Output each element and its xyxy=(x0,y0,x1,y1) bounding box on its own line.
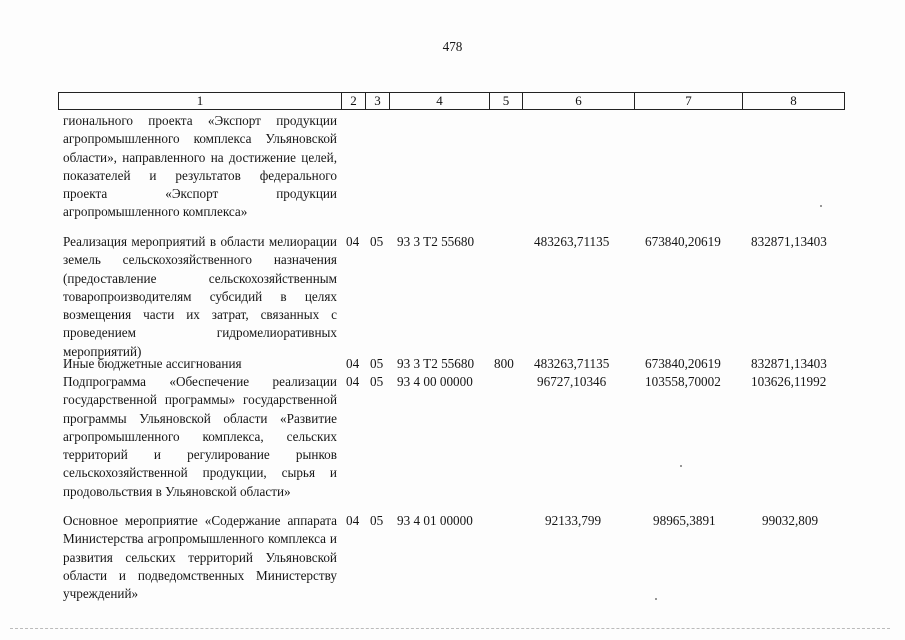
cell-target-article: 93 3 T2 55680 xyxy=(397,356,475,371)
page-number: 478 xyxy=(442,39,463,54)
table-row-description: Реализация мероприятий в области мелиорации земель сельскохозяйственного назначения (предоставление сельскохозяйственным товаропроизводителям субсидий в целях возмещения части их затрат, связанных с проведением гидромелиоративных мероприятий) xyxy=(63,234,337,359)
cell-subsection: 05 xyxy=(370,356,384,371)
scan-speck xyxy=(820,205,822,207)
col-header-4: 4 xyxy=(389,93,489,109)
cell-subsection: 05 xyxy=(370,374,384,389)
cell-target-article: 93 3 T2 55680 xyxy=(397,234,475,249)
cell-amount-8: 103626,11992 xyxy=(751,374,827,389)
cell-amount-8: 99032,809 xyxy=(762,513,819,528)
cell-subsection: 05 xyxy=(370,234,384,249)
cell-amount-6: 96727,10346 xyxy=(537,374,607,389)
cell-amount-7: 673840,20619 xyxy=(645,234,721,249)
cell-subsection: 05 xyxy=(370,513,384,528)
cell-amount-7: 103558,70002 xyxy=(645,374,721,389)
col-header-3: 3 xyxy=(365,93,389,109)
cell-amount-8: 832871,13403 xyxy=(751,234,827,249)
cell-amount-6: 483263,71135 xyxy=(534,234,610,249)
cell-amount-6: 483263,71135 xyxy=(534,356,610,371)
cell-target-article: 93 4 01 00000 xyxy=(397,513,473,528)
cell-amount-7: 673840,20619 xyxy=(645,356,721,371)
cell-expense-type: 800 xyxy=(494,356,514,371)
cell-amount-6: 92133,799 xyxy=(545,513,602,528)
bottom-scan-line xyxy=(10,628,890,630)
col-header-6: 6 xyxy=(522,93,634,109)
table-row-description: гионального проекта «Экспорт продукции агропромышленного комплекса Ульяновской области», направленного на достижение целей, показателей и результатов федерального проекта «Экспорт продукции агропромышленного комплекса» xyxy=(63,113,337,220)
cell-amount-8: 832871,13403 xyxy=(751,356,827,371)
cell-section: 04 xyxy=(346,374,360,389)
cell-amount-7: 98965,3891 xyxy=(653,513,716,528)
cell-section: 04 xyxy=(346,513,360,528)
scan-speck xyxy=(655,598,657,600)
table-row-description: Иные бюджетные ассигнования xyxy=(63,356,242,371)
cell-section: 04 xyxy=(346,356,360,371)
col-header-7: 7 xyxy=(634,93,742,109)
col-header-5: 5 xyxy=(489,93,522,109)
table-header xyxy=(58,92,845,110)
cell-target-article: 93 4 00 00000 xyxy=(397,374,473,389)
col-header-1: 1 xyxy=(196,93,204,108)
table-row-description: Подпрограмма «Обеспечение реализации государственной программы» государственной программы Ульяновской области «Развитие агропромышленного комплекса, сельских территорий и регулирование рынков сельскохозяйственной продукции, сырья и продовольствия в Ульяновской области» xyxy=(63,374,337,499)
scan-speck xyxy=(680,465,682,467)
table-row-description: Основное мероприятие «Содержание аппарата Министерства агропромышленного комплекса и развития сельских территорий Ульяновской области и подведомственных Министерству учреждений» xyxy=(63,513,337,602)
col-header-2: 2 xyxy=(341,93,365,109)
cell-section: 04 xyxy=(346,234,360,249)
col-header-8: 8 xyxy=(742,93,844,109)
